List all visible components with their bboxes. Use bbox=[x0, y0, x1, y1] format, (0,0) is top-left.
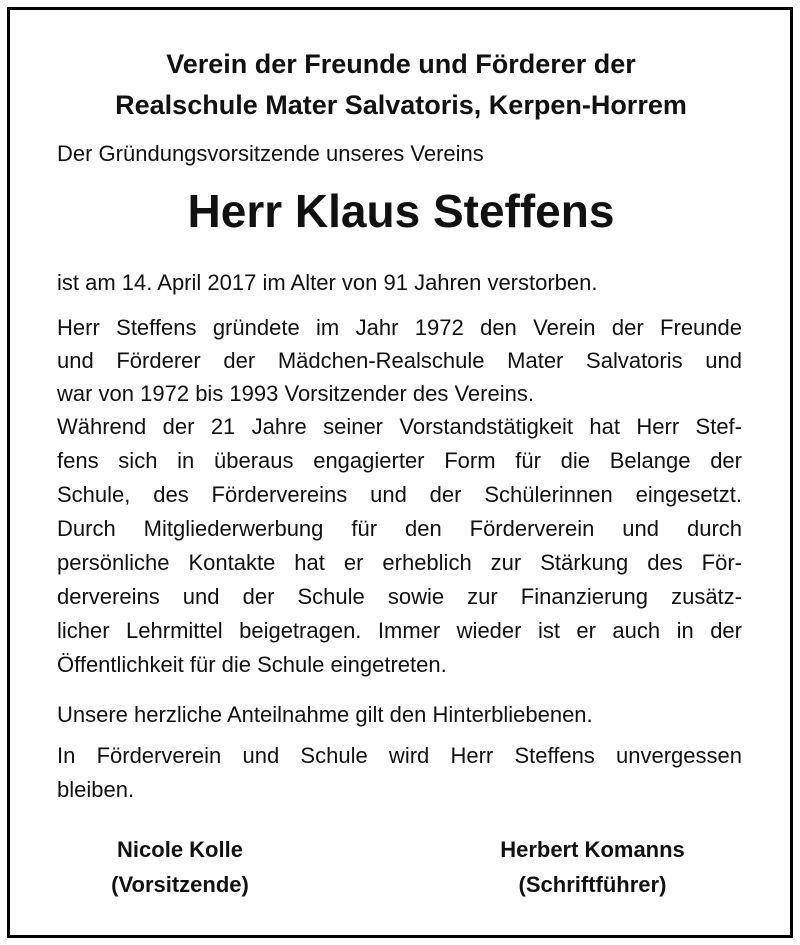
organization-name-line-2: Realschule Mater Salvatoris, Kerpen-Horrem bbox=[115, 90, 687, 120]
paragraph-2-line: Durch Mitgliederwerbung für den Förderverein und durch bbox=[57, 516, 742, 541]
signature-role-chair: (Vorsitzende) bbox=[111, 872, 249, 897]
signature-name-chair: Nicole Kolle bbox=[117, 837, 243, 862]
condolence-text: Unsere herzliche Anteilnahme gilt den Hinterbliebenen. bbox=[57, 702, 593, 727]
organization-name-line-1: Verein der Freunde und Förderer der bbox=[166, 49, 636, 79]
paragraph-2-line: dervereins und der Schule sowie zur Finanzierung zusätz- bbox=[57, 584, 742, 609]
paragraph-2-line: fens sich in überaus engagierter Form für die Belange der bbox=[57, 448, 742, 473]
death-notice: ist am 14. April 2017 im Alter von 91 Jahren verstorben. bbox=[57, 270, 598, 295]
paragraph-2-line: Öffentlichkeit für die Schule eingetreten. bbox=[57, 652, 447, 677]
paragraph-2-line: Während der 21 Jahre seiner Vorstandstätigkeit hat Herr Stef- bbox=[57, 414, 742, 439]
intro-text: Der Gründungsvorsitzende unseres Vereins bbox=[57, 141, 484, 166]
closing-line: In Förderverein und Schule wird Herr Steffens unvergessen bbox=[57, 743, 742, 768]
signature-name-secretary: Herbert Komanns bbox=[500, 837, 685, 862]
paragraph-2-line: licher Lehrmittel beigetragen. Immer wieder ist er auch in der bbox=[57, 618, 742, 643]
paragraph-2-line: persönliche Kontakte hat er erheblich zur Stärkung des För- bbox=[57, 550, 742, 575]
paragraph-1-line: und Förderer der Mädchen-Realschule Mater Salvatoris und bbox=[57, 348, 742, 373]
deceased-name: Herr Klaus Steffens bbox=[187, 185, 615, 237]
paragraph-2-line: Schule, des Fördervereins und der Schülerinnen eingesetzt. bbox=[57, 482, 742, 507]
signature-role-secretary: (Schriftführer) bbox=[518, 872, 667, 897]
paragraph-1-line: Herr Steffens gründete im Jahr 1972 den Verein der Freunde bbox=[57, 315, 742, 340]
closing-line: bleiben. bbox=[57, 777, 135, 802]
paragraph-1-line: war von 1972 bis 1993 Vorsitzender des Vereins. bbox=[57, 381, 534, 406]
